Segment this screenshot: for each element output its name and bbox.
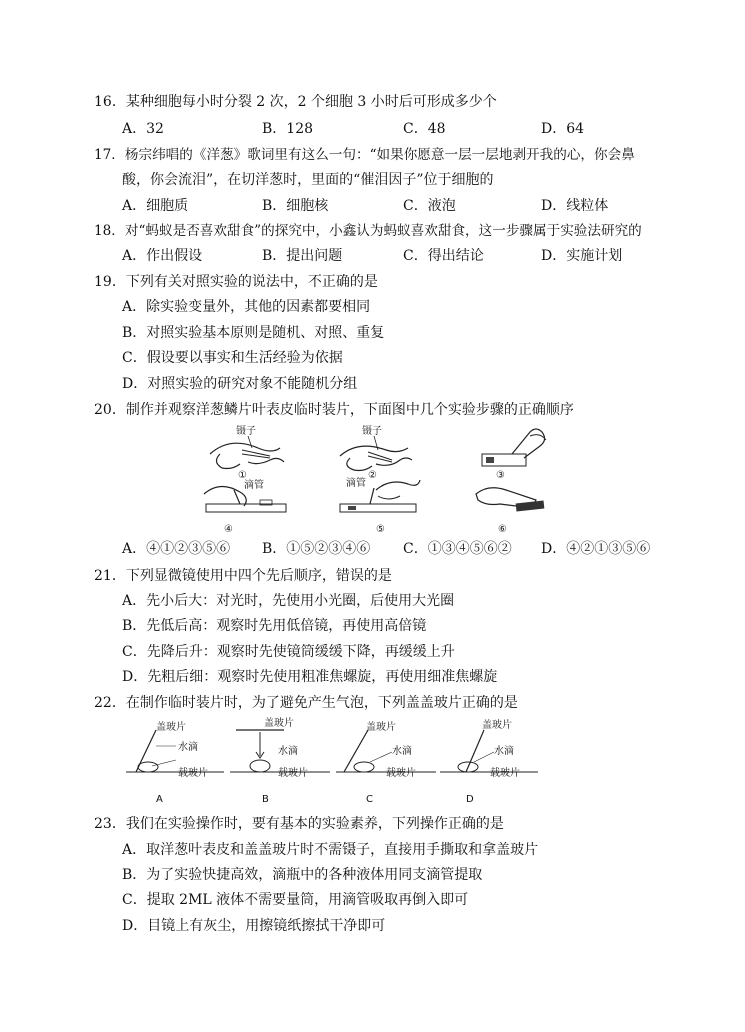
panel-d-slide-label: 载玻片 xyxy=(490,768,520,779)
step-5-illustration xyxy=(340,476,420,535)
q18-option-d: D．实施计划 xyxy=(541,248,623,264)
q23-option-a: A．取洋葱叶表皮和盖盖玻片时不需镊子，直接用手撕取和拿盖玻片 xyxy=(122,842,539,858)
panel-a-letter: A xyxy=(156,794,163,805)
q21-option-c: C．先降后升：观察时先使镜筒缓缓下降，再缓缓上升 xyxy=(122,644,455,660)
q18-stem: 18．对“蚂蚁是否喜欢甜食”的探究中，小鑫认为蚂蚁喜欢甜食，这一步骤属于实验法研究的 xyxy=(94,223,642,239)
q20-option-a: A．④①②③⑤⑥ xyxy=(122,541,231,557)
q20-option-b: B．①⑤②③④⑥ xyxy=(262,541,371,557)
step-3-illustration xyxy=(482,429,546,481)
q23-option-b: B．为了实验快捷高效，滴瓶中的各种液体用同支滴管提取 xyxy=(122,867,483,883)
panel-d-cover-slip-label: 盖玻片 xyxy=(482,720,512,731)
q20-steps-figure xyxy=(200,424,575,536)
q17-option-a: A．细胞质 xyxy=(122,198,189,214)
q16-option-d: D．64 xyxy=(541,121,585,137)
step-2-tweezers-label: 镊子 xyxy=(362,426,382,437)
q18-option-a: A．作出假设 xyxy=(122,248,203,264)
q18-option-c: C．得出结论 xyxy=(403,248,484,264)
step-4-number: ④ xyxy=(224,524,233,535)
panel-a-cover-slip-label: 盖玻片 xyxy=(156,722,186,733)
panel-c-illustration xyxy=(336,720,436,805)
panel-b-letter: B xyxy=(262,794,269,805)
panel-c-slide-label: 载玻片 xyxy=(386,768,416,779)
q20-option-d: D．④②①③⑤⑥ xyxy=(541,541,651,557)
q19-option-c: C．假设要以事实和生活经验为依据 xyxy=(122,350,343,366)
step-4-dropper-label: 滴管 xyxy=(244,480,264,491)
q21-option-d: D．先粗后细：观察时先使用粗准焦螺旋，再使用细准焦螺旋 xyxy=(122,669,498,685)
step-1-illustration xyxy=(210,424,284,481)
panel-d-illustration xyxy=(440,718,538,805)
panel-c-water-label: 水滴 xyxy=(392,746,412,757)
step-5-dropper-label: 滴管 xyxy=(346,478,366,489)
q19-option-b: B．对照实验基本原则是随机、对照、重复 xyxy=(122,325,385,341)
q20-stem: 20．制作并观察洋葱鳞片叶表皮临时装片，下面图中几个实验步骤的正确顺序 xyxy=(94,402,574,418)
panel-b-water-label: 水滴 xyxy=(278,746,298,757)
q23-option-d: D．目镜上有灰尘，用擦镜纸擦拭干净即可 xyxy=(122,918,386,934)
q16-option-a: A．32 xyxy=(122,121,164,137)
panel-a-slide-label: 载玻片 xyxy=(178,768,208,779)
q21-option-b: B．先低后高：观察时先用低倍镜，再使用高倍镜 xyxy=(122,618,427,634)
q23-option-c: C．提取 2ML 液体不需要量筒，用滴管吸取再倒入即可 xyxy=(122,892,469,908)
q18-option-b: B．提出问题 xyxy=(262,248,343,264)
q17-stem-line1: 17．杨宗纬唱的《洋葱》歌词里有这么一句：“如果你愿意一层一层地剥开我的心，你会鼻 xyxy=(94,147,635,163)
step-4-illustration xyxy=(204,478,286,535)
q19-option-a: A．除实验变量外，其他的因素都要相同 xyxy=(122,299,371,315)
step-6-number: ⑥ xyxy=(498,524,507,535)
q22-stem: 22．在制作临时装片时，为了避免产生气泡，下列盖盖玻片正确的是 xyxy=(94,695,518,711)
q16-stem: 16．某种细胞每小时分裂 2 次，2 个细胞 3 小时后可形成多少个 xyxy=(94,94,497,110)
q17-option-c: C．液泡 xyxy=(403,198,456,214)
panel-a-illustration xyxy=(126,720,224,805)
q19-stem: 19．下列有关对照实验的说法中，不正确的是 xyxy=(94,274,378,290)
step-1-number: ① xyxy=(238,470,247,481)
step-1-tweezers-label: 镊子 xyxy=(236,426,256,437)
q23-stem: 23．我们在实验操作时，要有基本的实验素养，下列操作正确的是 xyxy=(94,816,504,832)
q22-cover-slip-figure xyxy=(120,716,540,808)
q16-option-b: B．128 xyxy=(262,121,314,137)
q21-option-a: A．先小后大：对光时，先使用小光圈，后使用大光圈 xyxy=(122,593,455,609)
panel-b-cover-slip-label: 盖玻片 xyxy=(264,718,294,729)
step-6-illustration xyxy=(476,488,544,535)
panel-b-slide-label: 载玻片 xyxy=(278,768,308,779)
step-2-number: ② xyxy=(368,470,377,481)
panel-d-letter: D xyxy=(466,794,474,805)
step-5-number: ⑤ xyxy=(376,524,385,535)
q17-option-b: B．细胞核 xyxy=(262,198,329,214)
q21-stem: 21．下列显微镜使用中四个先后顺序，错误的是 xyxy=(94,568,392,584)
q19-option-d: D．对照实验的研究对象不能随机分组 xyxy=(122,376,358,392)
step-3-number: ③ xyxy=(496,470,505,481)
step-2-illustration xyxy=(340,424,412,481)
q17-stem-line2: 酸，你会流泪”，在切洋葱时，里面的“催泪因子”位于细胞的 xyxy=(122,172,494,188)
q16-option-c: C．48 xyxy=(403,121,446,137)
panel-c-letter: C xyxy=(366,794,373,805)
q17-option-d: D．线粒体 xyxy=(541,198,609,214)
q20-option-c: C．①③④⑤⑥② xyxy=(403,541,512,557)
panel-d-water-label: 水滴 xyxy=(494,746,514,757)
panel-b-illustration xyxy=(230,716,330,805)
panel-a-water-label: 水滴 xyxy=(178,742,198,753)
panel-c-cover-slip-label: 盖玻片 xyxy=(366,722,396,733)
